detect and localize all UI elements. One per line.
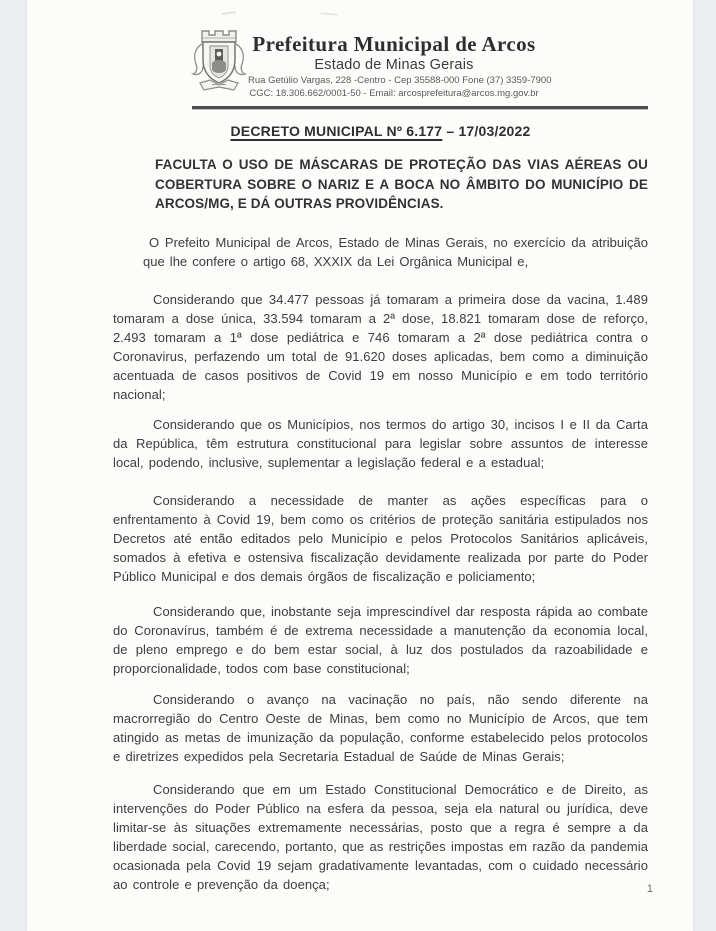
state-name: Estado de Minas Gerais (314, 57, 474, 73)
considerando-paragraph-1: Considerando que 34.477 pessoas já tomaram a primeira dose da vacina, 1.489 tomaram a dose única, 33.594 tomaram a 2ª dose, 18.821 tomaram dose de reforço, 2.493 tomaram a 1ª dose pediátrica e 746 tomaram a 2ª dose pediátrica contra o Coronavirus, perfazendo um total de 91.620 doses aplicadas, bem como a diminuição acentuada de casos positivos de Covid 19 em nosso Município e em todo território nacional; (113, 291, 648, 402)
address-line-2: CGC: 18.306.662/0001-50 - Email: arcosprefeitura@arcos.mg.gov.br (249, 87, 539, 99)
considerando-paragraph-2: Considerando que os Municípios, nos termos do artigo 30, incisos I e II da Carta da República, têm estrutura constitucional para legislar sobre assuntos de interesse local, podendo, inclusive, suplementar a legislação federal e a estadual; (113, 416, 648, 470)
scan-artifact (222, 11, 236, 14)
address-line-1: Rua Getúlio Vargas, 228 -Centro - Cep 35588-000 Fone (37) 3359-7900 (248, 75, 552, 86)
decree-date: – 17/03/2022 (442, 123, 531, 139)
decree-summary: FACULTA O USO DE MÁSCARAS DE PROTEÇÃO DAS VIAS AÉREAS OU COBERTURA SOBRE O NARIZ E A BOCA NO ÂMBITO DO MUNICÍPIO DE ARCOS/MG, E DÁ OUTRAS PROVIDÊNCIAS. (155, 157, 648, 211)
letterhead (190, 26, 693, 99)
considerando-paragraph-3: Considerando a necessidade de manter as ações específicas para o enfrentamento à Covid 19, bem como os critérios de proteção sanitária estipulados nos Decretos até então editados pelo Município e pelos Protocolos Sanitários aplicáveis, somados à efetiva e ostensiva fiscalização devidamente realizada por parte do Poder Público Municipal e dos demais órgãos de fiscalização e policiamento; (113, 492, 648, 584)
scan-artifact (319, 12, 339, 15)
header-divider (192, 106, 648, 109)
letterhead-text (248, 26, 552, 99)
decree-title (113, 123, 648, 139)
considerando-paragraph-5: Considerando o avanço na vacinação no país, não sendo diferente na macrorregião do Centro Oeste de Minas, bem como no Município de Arcos, que tem atingido as metas de imunização da população, conforme estabelecido pelos protocolos e diretrizes expedidos pela Secretaria Estadual de Saúde de Minas Gerais; (113, 691, 648, 764)
considerando-paragraph-6: Considerando que em um Estado Constitucional Democrático e de Direito, as intervenções do Poder Público na esfera da pessoa, seja ela natural ou jurídica, deve limitar-se às situações extremamente necessárias, posto que a regra é sempre a da liberdade social, carecendo, portanto, que as restrições impostas em razão da pandemia ocasionada pela Covid 19 sejam gradativamente levantadas, com o cuidado necessário ao controle e prevenção da doença; (113, 781, 648, 892)
document-page (27, 0, 693, 931)
preamble: O Prefeito Municipal de Arcos, Estado de Minas Gerais, no exercício da atribuição que lhe confere o artigo 68, XXXIX da Lei Orgânica Municipal e, (143, 234, 648, 269)
page-number: 1 (646, 883, 653, 895)
org-name: Prefeitura Municipal de Arcos (252, 32, 536, 56)
decree-number: DECRETO MUNICIPAL Nº 6.177 (230, 123, 443, 139)
considerando-paragraph-4: Considerando que, inobstante seja imprescindível dar resposta rápida ao combate do Coronavírus, também é de extrema necessidade a manutenção da economia local, de pleno emprego e do bem estar social, à luz dos postulados da razoabilidade e proporcionalidade, todos com base constitucional; (113, 603, 648, 676)
coat-of-arms-icon (190, 26, 248, 98)
